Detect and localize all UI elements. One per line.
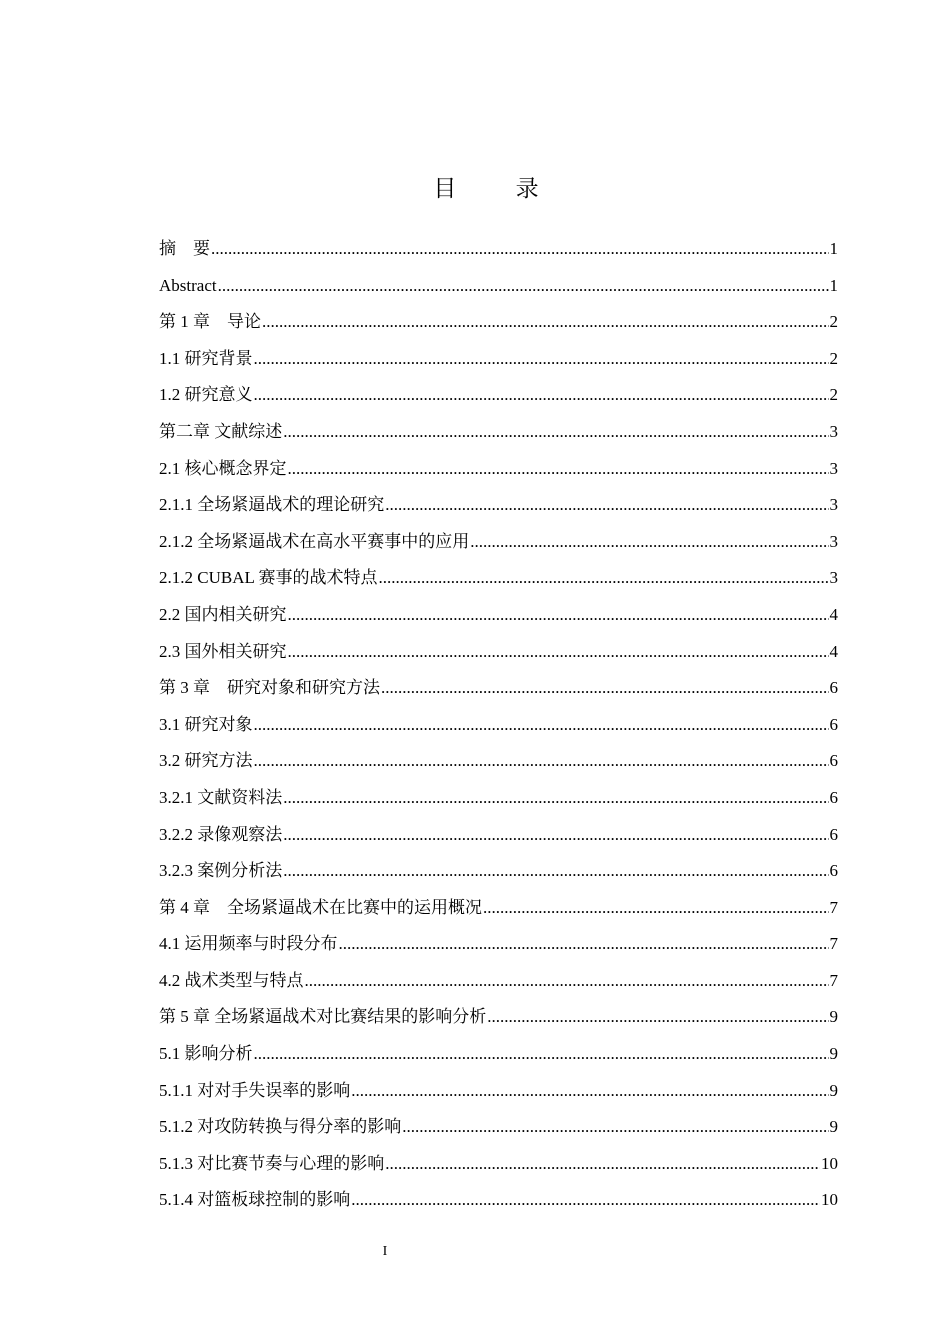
toc-dot-leader: [487, 999, 828, 1036]
toc-entry[interactable]: [159, 743, 838, 780]
toc-entry-label: 3.1 研究对象: [159, 714, 253, 734]
toc-dot-leader: [470, 524, 828, 561]
toc-dot-leader: [402, 1109, 828, 1146]
toc-entry[interactable]: [159, 1182, 838, 1219]
toc-entry-page: 9: [829, 1007, 838, 1027]
toc-entry-page: 1: [829, 239, 838, 258]
table-of-contents: [159, 231, 838, 1219]
toc-dot-leader: [283, 853, 828, 890]
toc-entry-label: 5.1.1 对对手失误率的影响: [159, 1080, 351, 1100]
toc-entry-label: 5.1.2 对攻防转换与得分率的影响: [159, 1117, 402, 1137]
toc-entry-label: 4.2 战术类型与特点: [159, 970, 304, 990]
toc-entry-page: 3: [829, 568, 838, 588]
toc-entry-label: 1.1 研究背景: [159, 348, 253, 368]
toc-dot-leader: [288, 597, 829, 634]
toc-dot-leader: [305, 963, 829, 1000]
toc-entry[interactable]: [159, 926, 838, 963]
toc-dot-leader: [254, 1036, 829, 1073]
toc-dot-leader: [339, 926, 829, 963]
toc-entry-page: 3: [829, 531, 838, 551]
toc-entry[interactable]: [159, 707, 838, 744]
toc-dot-leader: [379, 560, 829, 597]
toc-entry-label: 5.1.3 对比赛节奏与心理的影响: [159, 1153, 385, 1173]
toc-entry[interactable]: [159, 341, 838, 378]
toc-entry[interactable]: [159, 268, 838, 305]
toc-entry-page: 2: [829, 348, 838, 368]
toc-entry-page: 6: [829, 824, 838, 844]
toc-entry[interactable]: [159, 1036, 838, 1073]
toc-entry[interactable]: [159, 487, 838, 524]
toc-entry-page: 1: [829, 275, 838, 295]
toc-entry-label: 2.3 国外相关研究: [159, 641, 287, 661]
toc-entry-page: 6: [829, 714, 838, 734]
page-number-footer: I: [382, 1244, 388, 1259]
toc-entry-label: 3.2.2 录像观察法: [159, 824, 283, 844]
toc-entry[interactable]: [159, 597, 838, 634]
toc-entry[interactable]: [159, 1109, 838, 1146]
toc-entry-page: 4: [829, 641, 838, 661]
toc-dot-leader: [254, 377, 829, 414]
toc-entry-page: 3: [829, 421, 838, 441]
toc-dot-leader: [211, 231, 829, 268]
toc-entry[interactable]: [159, 963, 838, 1000]
toc-entry-page: 7: [829, 934, 838, 954]
toc-dot-leader: [288, 634, 829, 671]
toc-entry-page: 7: [829, 897, 838, 917]
toc-entry-page: 9: [829, 1080, 838, 1100]
toc-dot-leader: [381, 670, 829, 707]
toc-entry[interactable]: [159, 890, 838, 927]
toc-entry-page: 7: [829, 970, 838, 990]
toc-entry[interactable]: [159, 560, 838, 597]
toc-entry[interactable]: [159, 634, 838, 671]
toc-entry-page: 6: [829, 861, 838, 881]
toc-entry[interactable]: [159, 304, 838, 341]
toc-entry-label: 第 5 章 全场紧逼战术对比赛结果的影响分析: [159, 1007, 487, 1027]
toc-dot-leader: [218, 268, 829, 305]
toc-entry[interactable]: [159, 817, 838, 854]
toc-entry[interactable]: [159, 999, 838, 1036]
toc-entry-label: 5.1 影响分析: [159, 1044, 253, 1064]
toc-entry-page: 10: [821, 1153, 838, 1173]
toc-dot-leader: [254, 341, 829, 378]
toc-entry[interactable]: [159, 670, 838, 707]
toc-dot-leader: [351, 1182, 820, 1219]
toc-entry[interactable]: [159, 1073, 838, 1110]
toc-dot-leader: [254, 707, 829, 744]
toc-entry-page: 4: [829, 604, 838, 624]
toc-entry-label: 第 3 章 研究对象和研究方法: [159, 678, 380, 698]
toc-entry-label: 第 1 章 导论: [159, 312, 261, 332]
toc-entry-label: 2.2 国内相关研究: [159, 604, 287, 624]
toc-entry-label: 第 4 章 全场紧逼战术在比赛中的运用概况: [159, 897, 482, 917]
toc-entry-page: 9: [829, 1044, 838, 1064]
toc-entry-page: 2: [829, 385, 838, 405]
toc-entry[interactable]: [159, 524, 838, 561]
toc-dot-leader: [351, 1073, 828, 1110]
toc-entry-label: 3.2.3 案例分析法: [159, 861, 283, 881]
toc-entry-page: 2: [829, 312, 838, 332]
toc-entry[interactable]: [159, 1146, 838, 1183]
toc-entry-page: 6: [829, 678, 838, 698]
toc-dot-leader: [254, 743, 829, 780]
toc-entry-label: 2.1 核心概念界定: [159, 458, 287, 478]
toc-entry-page: 9: [829, 1117, 838, 1137]
toc-dot-leader: [385, 487, 828, 524]
toc-title: 目 录: [433, 176, 565, 202]
toc-entry-label: 2.1.2 全场紧逼战术在高水平赛事中的应用: [159, 531, 470, 551]
toc-entry[interactable]: [159, 377, 838, 414]
toc-dot-leader: [385, 1146, 820, 1183]
toc-entry-page: 3: [829, 495, 838, 515]
toc-entry-page: 6: [829, 787, 838, 807]
toc-entry-label: 3.2.1 文献资料法: [159, 787, 283, 807]
toc-dot-leader: [283, 817, 828, 854]
toc-entry-label: 2.1.1 全场紧逼战术的理论研究: [159, 495, 385, 515]
toc-entry[interactable]: [159, 853, 838, 890]
toc-entry[interactable]: [159, 451, 838, 488]
toc-entry[interactable]: [159, 414, 838, 451]
toc-dot-leader: [483, 890, 829, 927]
toc-entry-label: Abstract: [159, 275, 217, 295]
toc-entry-label: 5.1.4 对篮板球控制的影响: [159, 1190, 351, 1210]
toc-entry-label: 摘 要: [159, 239, 210, 258]
toc-entry-label: 2.1.2 CUBAL 赛事的战术特点: [159, 568, 378, 588]
toc-dot-leader: [262, 304, 829, 341]
toc-dot-leader: [283, 414, 828, 451]
toc-entry-page: 3: [829, 458, 838, 478]
toc-entry-page: 6: [829, 751, 838, 771]
toc-entry-label: 4.1 运用频率与时段分布: [159, 934, 338, 954]
toc-entry-label: 1.2 研究意义: [159, 385, 253, 405]
toc-entry-page: 10: [821, 1190, 838, 1210]
toc-entry[interactable]: [159, 780, 838, 817]
toc-entry-label: 3.2 研究方法: [159, 751, 253, 771]
toc-entry-label: 第二章 文献综述: [159, 421, 283, 441]
toc-dot-leader: [283, 780, 828, 817]
toc-dot-leader: [288, 451, 829, 488]
toc-entry[interactable]: [159, 231, 838, 268]
